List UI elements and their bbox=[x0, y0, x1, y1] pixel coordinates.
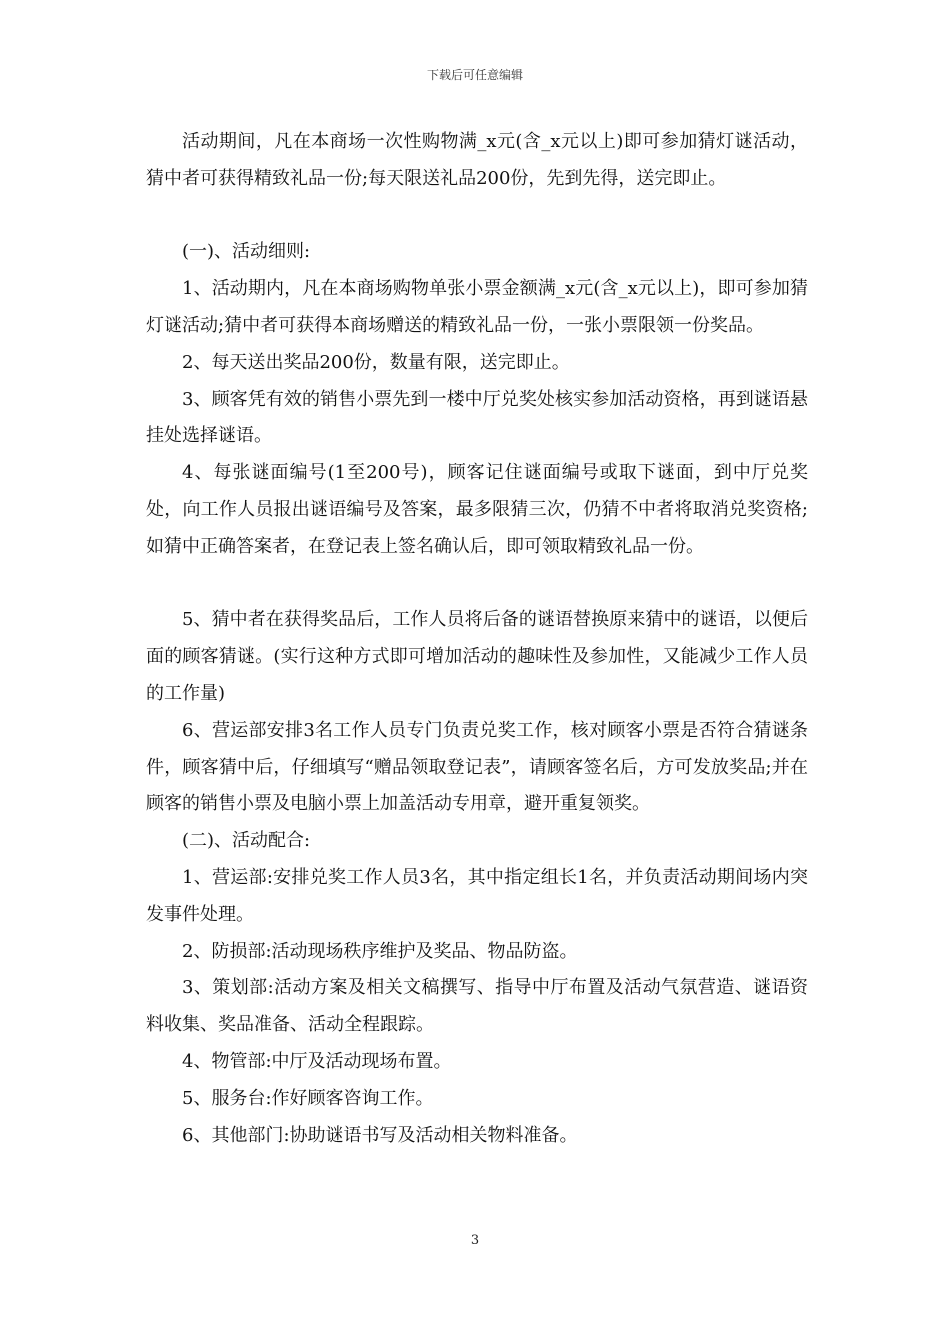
spacer bbox=[146, 566, 808, 603]
rule-item-3: 3、顾客凭有效的销售小票先到一楼中厅兑奖处核实参加活动资格，再到谜语悬挂处选择谜语。 bbox=[146, 388, 808, 447]
coordination-item-1: 1、营运部:安排兑奖工作人员3名，其中指定组长1名，并负责活动期间场内突发事件处理。 bbox=[146, 866, 808, 925]
rule-item-2: 2、每天送出奖品200份，数量有限，送完即止。 bbox=[182, 351, 570, 373]
rule-item-1: 1、活动期内，凡在本商场购物单张小票金额满_x元(含_x元以上)，即可参加猜灯谜活动;猜中者可获得本商场赠送的精致礼品一份，一张小票限领一份奖品。 bbox=[146, 278, 808, 336]
rule-item-5: 5、猜中者在获得奖品后，工作人员将后备的谜语替换原来猜中的谜语，以便后面的顾客猜谜。(实行这种方式即可增加活动的趣味性及参加性，又能减少工作人员的工作量) bbox=[146, 609, 808, 704]
section-heading-rules: (一)、活动细则: bbox=[182, 241, 311, 263]
coordination-item-6: 6、其他部门:协助谜语书写及活动相关物料准备。 bbox=[182, 1124, 578, 1146]
page-number: 3 bbox=[470, 1233, 480, 1248]
section-heading-coordination: (二)、活动配合: bbox=[182, 830, 311, 852]
rule-item-4: 4、每张谜面编号(1至200号)，顾客记住谜面编号或取下谜面，到中厅兑奖处，向工作人员报出谜语编号及答案，最多限猜三次，仍猜不中者将取消兑奖资格;如猜中正确答案者，在登记表上签名确认后，即可领取精致礼品一份。 bbox=[146, 462, 808, 557]
page-header: 下载后可任意编辑 bbox=[426, 68, 523, 82]
coordination-item-2: 2、防损部:活动现场秩序维护及奖品、物品防盗。 bbox=[182, 940, 578, 962]
coordination-item-5: 5、服务台:作好顾客咨询工作。 bbox=[182, 1087, 434, 1109]
document-body bbox=[146, 124, 808, 1154]
intro-paragraph: 活动期间，凡在本商场一次性购物满_x元(含_x元以上)即可参加猜灯谜活动，猜中者可获得精致礼品一份;每天限送礼品200份，先到先得，送完即止。 bbox=[146, 131, 808, 189]
spacer bbox=[146, 198, 808, 235]
rule-item-6: 6、营运部安排3名工作人员专门负责兑奖工作，核对顾客小票是否符合猜谜条件，顾客猜中后，仔细填写“赠品领取登记表”，请顾客签名后，方可发放奖品;并在顾客的销售小票及电脑小票上加盖活动专用章，避开重复领奖。 bbox=[146, 719, 808, 815]
coordination-item-4: 4、物管部:中厅及活动现场布置。 bbox=[182, 1050, 452, 1072]
coordination-item-3: 3、策划部:活动方案及相关文稿撰写、指导中厅布置及活动气氛营造、谜语资料收集、奖品准备、活动全程跟踪。 bbox=[146, 977, 808, 1036]
